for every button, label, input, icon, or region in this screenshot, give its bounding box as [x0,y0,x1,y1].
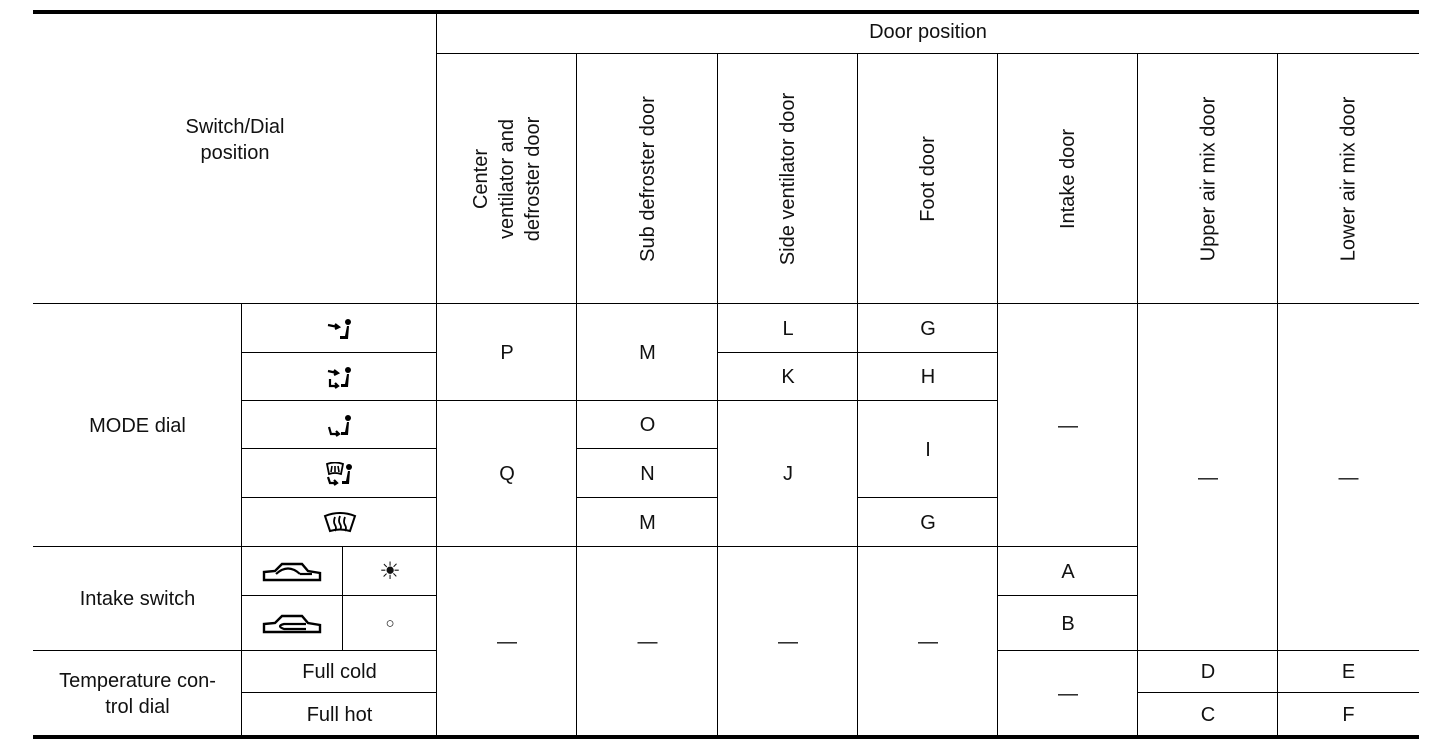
bi-level-mode-icon [242,353,437,401]
lower-air-mix-value-full-hot: F [1342,704,1355,726]
mode-row-rule-1 [242,352,437,353]
upper-air-mix-value-mode-intake: — [1198,466,1218,489]
center-ventilator-value-foot-defrost: Q [499,463,515,485]
column-center-ventilator-door: Center ventilator and defroster door [470,116,544,242]
foot-door-value-foot-footdefrost: I [925,438,931,461]
side-ventilator-value-bilevel: K [781,366,795,388]
column-foot-door: Foot door [916,136,939,222]
defrost-mode-icon [242,498,437,547]
column-divider-5 [997,54,998,736]
upper-air-mix-value-full-hot: C [1200,704,1216,726]
foot-defrost-mode-icon [242,449,437,498]
indicator-on-icon: ☀ [379,557,401,585]
intake-door-value-temp: — [1058,683,1078,705]
foot-mode-icon [242,401,437,449]
side-ventilator-value-foot-defrost: J [783,463,793,485]
column-sub-defroster-door: Sub defroster door [636,96,659,262]
column-side-ventilator-door: Side ventilator door [777,92,800,266]
intake-row-rule-b [998,595,1138,596]
mode-bottom-rule [33,546,1138,547]
temp-full-hot-label: Full hot [306,704,373,726]
column-divider-3 [717,54,718,736]
sub-defroster-value-intake-temp: — [637,631,658,653]
intake-row-rule [242,595,437,596]
sub-defroster-value-defrost: M [639,511,656,534]
foot-door-value-defrost: G [920,511,936,534]
center-ventilator-value-intake-temp: — [497,631,517,653]
door-position-rule [437,53,1419,54]
lower-air-mix-value-full-cold: E [1341,661,1356,683]
mode-row-rule-4b [577,497,718,498]
temp-row-rule-b [1138,692,1419,693]
mode-row-rule-1b [718,352,998,353]
fresh-air-car-icon [242,547,343,596]
column-divider-4 [857,54,858,736]
upper-air-mix-value-full-cold: D [1200,661,1216,683]
door-position-header: Door position [869,21,987,43]
intake-door-value-fresh: A [1061,560,1075,583]
column-intake-door: Intake door [1056,128,1079,230]
sub-defroster-value-vent-bilevel: M [639,341,656,364]
sub-defroster-value-foot-defrost: N [640,462,655,485]
mode-dial-label: MODE dial [89,414,186,437]
column-lower-air-mix-door: Lower air mix door [1337,96,1360,262]
mode-row-rule-3 [242,448,437,449]
mode-row-rule-4 [242,497,437,498]
intake-door-value-recirc: B [1061,612,1075,635]
column-divider-6 [1137,54,1138,736]
sub-defroster-value-foot: O [639,414,656,436]
mode-row-rule-2 [242,400,998,401]
temp-row-rule [242,692,437,693]
center-ventilator-value-vent-bilevel: P [500,341,514,364]
table-top-rule [33,10,1419,14]
foot-door-value-vent: G [920,317,936,340]
column-upper-air-mix-door: Upper air mix door [1197,96,1220,262]
lower-air-mix-value-mode-intake: — [1338,466,1359,489]
indicator-off-icon: ○ [385,614,395,632]
intake-icon-divider [342,547,343,651]
foot-door-value-intake-temp: — [918,631,938,653]
vent-mode-icon [242,304,437,353]
column-divider-7 [1277,54,1278,736]
recirculation-car-icon [242,596,343,651]
mode-row-rule-4c [858,497,998,498]
side-ventilator-value-intake-temp: — [778,631,798,653]
door-position-table [33,10,1419,739]
temp-full-cold-label: Full cold [302,661,377,683]
side-ventilator-value-vent: L [782,317,794,340]
intake-bottom-rule-b [998,650,1419,651]
column-divider-2 [576,54,577,736]
column-divider-1 [436,10,437,736]
switch-dial-position-header: Switch/Dial position [185,116,285,164]
foot-door-value-bilevel: H [920,366,936,388]
temperature-control-dial-label: Temperature con- trol dial [59,670,216,718]
mode-row-rule-3b [577,448,718,449]
intake-door-value-mode: — [1058,414,1078,437]
intake-bottom-rule [33,650,437,651]
sub-label-divider [241,304,242,736]
intake-switch-label: Intake switch [79,588,196,610]
